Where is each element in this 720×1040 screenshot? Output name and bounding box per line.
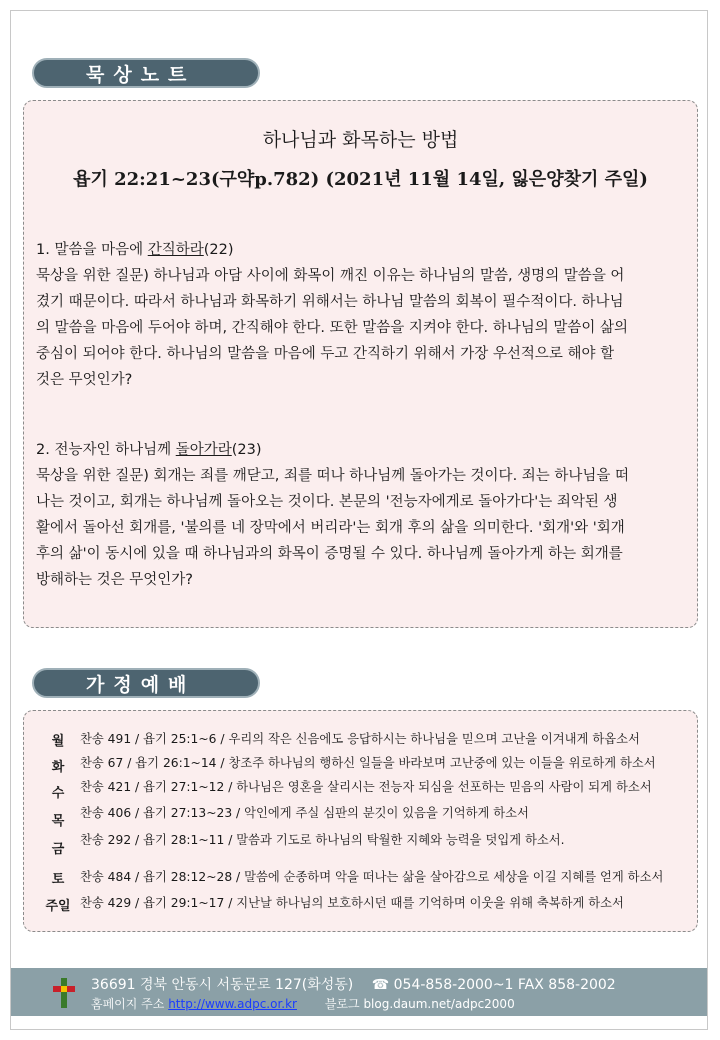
meditation-panel (23, 100, 698, 628)
worship-entry-fri: 찬송 292 / 욥기 28:1~11 / 말씀과 기도로 하나님의 탁월한 지혜와 능력을 덧입게 하소서. (80, 833, 565, 847)
homepage-link[interactable]: http://www.adpc.or.kr (168, 997, 297, 1011)
worship-entry-sun: 찬송 429 / 욥기 29:1~17 / 지난날 하나님의 보호하시던 때를 기억하며 이웃을 위해 축복하게 하소서 (80, 896, 624, 910)
day-label-mon: 월 (51, 734, 65, 749)
point-2-line: 활에서 돌아선 회개를, '불의를 네 장막에서 버리라'는 회개 후의 삶을 의미한다. '회개'와 '회개 (36, 520, 625, 536)
footer-phone: 054-858-2000~1 FAX 858-2002 (393, 977, 616, 993)
footer-address-line (91, 974, 616, 994)
meditation-section-tab (32, 58, 260, 88)
meditation-title: 하나님과 화목하는 방법 (262, 129, 459, 151)
point-2-heading (36, 437, 685, 463)
meditation-point-1 (36, 237, 685, 393)
point-1-line: 묵상을 위한 질문) 하나님과 아담 사이에 화목이 깨진 이유는 하나님의 말씀, 생명의 말씀을 어 (36, 268, 625, 284)
point-1-line: 의 말씀을 마음에 두어야 하며, 간직해야 한다. 또한 말씀을 지켜야 한다. 하나님의 말씀이 삶의 (36, 320, 629, 336)
blog-label: 블로그 (324, 997, 360, 1011)
worship-entry-wed: 찬송 421 / 욥기 27:1~12 / 하나님은 영혼을 살리시는 전능자 되심을 선포하는 믿음의 사람이 되게 하소서 (80, 780, 652, 794)
day-label-sat: 토 (51, 872, 65, 887)
worship-entry-sat: 찬송 484 / 욥기 28:12~28 / 말씀에 순종하며 악을 떠나는 삶을 살아감으로 세상을 이길 지혜를 얻게 하소서 (80, 870, 664, 884)
point-1-line: 중심이 되어야 한다. 하나님의 말씀을 마음에 두고 간직하기 위해서 가장 우선적으로 해야 할 (36, 346, 615, 362)
point-2-heading-prefix: 2. 전능자인 하나님께 (36, 442, 176, 458)
church-footer (11, 968, 707, 1016)
footer-web-line (91, 995, 515, 1012)
point-2-heading-ref: (23) (231, 442, 262, 458)
family-worship-section-tab (32, 668, 260, 698)
point-1-line: 것은 무엇인가? (36, 372, 133, 388)
point-2-line: 후의 삶'이 동시에 있을 때 하나님과의 화목이 증명될 수 있다. 하나님께 돌아가게 하는 회개를 (36, 546, 623, 562)
day-label-thu: 목 (51, 814, 65, 829)
meditation-subtitle: 욥기 22:21~23(구약p.782) (2021년 11월 14일, 잃은양찾기 주일) (73, 169, 648, 190)
point-1-heading-prefix: 1. 말씀을 마음에 (36, 242, 148, 258)
point-2-line: 나는 것이고, 회개는 하나님께 돌아오는 것이다. 본문의 '전능자에게로 돌아가다'는 죄악된 생 (36, 494, 618, 510)
meditation-tab-label: 묵상노트 (86, 63, 196, 86)
phone-icon: ☎ (371, 977, 390, 993)
day-label-sun: 주일 (45, 899, 71, 914)
day-label-fri: 금 (51, 842, 65, 857)
point-2-heading-keyword: 돌아가라 (175, 442, 232, 458)
point-1-heading-keyword: 간직하라 (147, 242, 204, 258)
point-1-heading-ref: (22) (203, 242, 234, 258)
footer-address: 36691 경북 안동시 서동문로 127(화성동) (91, 977, 354, 993)
worship-entry-mon: 찬송 491 / 욥기 25:1~6 / 우리의 작은 신음에도 응답하시는 하나님을 믿으며 고난을 이겨내게 하옵소서 (80, 732, 640, 746)
meditation-point-2 (36, 437, 685, 593)
point-1-line: 겼기 때문이다. 따라서 하나님과 화목하기 위해서는 하나님 말씀의 회복이 필수적이다. 하나님 (36, 294, 624, 310)
worship-entry-tue: 찬송 67 / 욥기 26:1~14 / 창조주 하나님의 행하신 일들을 바라보며 고난중에 있는 이들을 위로하게 하소서 (80, 756, 656, 770)
point-2-line: 묵상을 위한 질문) 회개는 죄를 깨닫고, 죄를 떠나 하나님께 돌아가는 것이다. 죄는 하나님을 떠 (36, 468, 630, 484)
point-2-line: 방해하는 것은 무엇인가? (36, 572, 193, 588)
point-1-heading (36, 237, 685, 263)
blog-url: blog.daum.net/adpc2000 (363, 997, 515, 1011)
church-logo-icon (51, 978, 77, 1008)
worship-entry-thu: 찬송 406 / 욥기 27:13~23 / 악인에게 주실 심판의 분깃이 있음을 기억하게 하소서 (80, 806, 529, 820)
day-label-tue: 화 (51, 760, 65, 775)
homepage-label: 홈페이지 주소 (91, 997, 165, 1011)
family-worship-tab-label: 가정예배 (86, 673, 196, 696)
day-label-wed: 수 (51, 786, 65, 801)
